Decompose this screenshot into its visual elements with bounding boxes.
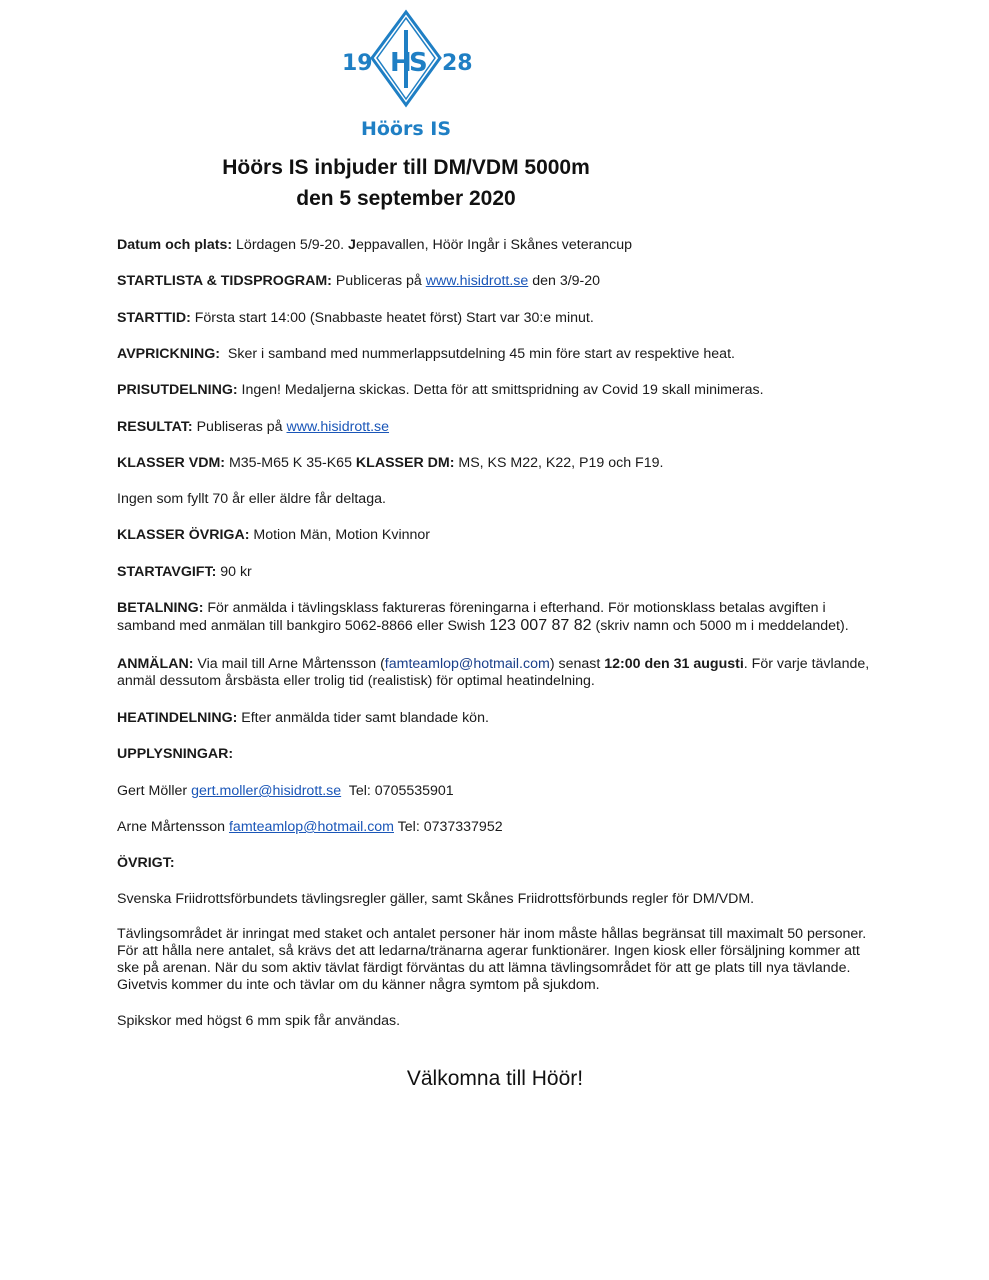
- text-betalning-a: För anmälda i tävlingsklass faktureras föreningarna i efterhand. För motionsklass betalas avgiften i samband med anmälan till bankgiro 5062-8866 eller Swish: [117, 600, 826, 634]
- logo-club-name: Höörs IS: [360, 118, 452, 140]
- text-klasser-vdm: M35-M65 K 35-K65: [225, 455, 356, 471]
- paragraph-regler: Svenska Friidrottsförbundets tävlingsregler gäller, samt Skånes Friidrottsförbunds regler för DM/VDM.: [117, 891, 755, 907]
- contact-arne: [117, 819, 877, 836]
- paragraph-starttid: [117, 310, 877, 327]
- text-ovriga: Motion Män, Motion Kvinnor: [249, 527, 431, 543]
- label-startavgift: STARTAVGIFT:: [117, 564, 217, 580]
- text-startavgift: 90 kr: [216, 564, 252, 580]
- paragraph-anmalan: [117, 656, 877, 690]
- paragraph-ovriga: [117, 527, 877, 544]
- club-logo: [336, 8, 476, 140]
- text-starttid: Första start 14:00 (Snabbaste heatet först) Start var 30:e minut.: [190, 310, 594, 326]
- contact-gert-name: Gert Möller: [117, 783, 192, 799]
- paragraph-upplysningar: [117, 746, 877, 763]
- paragraph-resultat: [117, 419, 877, 436]
- text-heatindelning: Efter anmälda tider samt blandade kön.: [237, 710, 489, 726]
- paragraph-prisutdelning: [117, 382, 877, 399]
- paragraph-heatindelning: [117, 710, 877, 727]
- label-startlista: STARTLISTA & TIDSPROGRAM:: [117, 273, 332, 289]
- logo-year-right: 28: [442, 51, 473, 76]
- label-ovrigt: ÖVRIGT:: [117, 855, 175, 871]
- label-starttid: STARTTID:: [117, 310, 191, 326]
- label-datum: Datum och plats:: [117, 237, 233, 253]
- logo-year-left: 19: [342, 51, 373, 76]
- email-anmalan[interactable]: famteamlop@hotmail.com: [384, 656, 550, 672]
- contact-gert-tel: Tel: 0705535901: [341, 783, 454, 799]
- swish-number: 123 007 87 82: [489, 617, 592, 634]
- text-resultat: Publiseras på: [192, 419, 287, 435]
- paragraph-klasser: [117, 455, 877, 472]
- text-datum-b: J: [348, 237, 356, 253]
- paragraph-avprickning: [117, 346, 877, 363]
- logo-monogram-h: H: [390, 48, 412, 78]
- logo-monogram-s: S: [409, 48, 428, 78]
- text-klasser-dm: MS, KS M22, K22, P19 och F19.: [454, 455, 664, 471]
- label-avprickning: AVPRICKNING:: [117, 346, 220, 362]
- label-klasser-dm: KLASSER DM:: [355, 455, 455, 471]
- document-title: Höörs IS inbjuder till DM/VDM 5000m: [222, 156, 590, 179]
- contact-arne-email[interactable]: famteamlop@hotmail.com: [228, 819, 394, 835]
- link-hisidrott[interactable]: www.hisidrott.se: [425, 273, 529, 289]
- label-heatindelning: HEATINDELNING:: [117, 710, 238, 726]
- label-betalning: BETALNING:: [117, 600, 204, 616]
- text-datum-a: Lördagen 5/9-20.: [232, 237, 349, 253]
- text-anmalan-b: ) senast: [549, 656, 605, 672]
- contact-gert-email[interactable]: gert.moller@hisidrott.se: [191, 783, 342, 799]
- text-datum-c: eppavallen, Höör Ingår i Skånes veterancup: [355, 237, 632, 253]
- paragraph-datum: [117, 237, 877, 254]
- closing-greeting: Välkomna till Höör!: [406, 1067, 584, 1090]
- document-subtitle: den 5 september 2020: [296, 187, 516, 210]
- text-betalning-b: (skriv namn och 5000 m i meddelandet).: [591, 618, 849, 634]
- paragraph-startavgift: [117, 564, 877, 581]
- label-klasser-vdm: KLASSER VDM:: [117, 455, 225, 471]
- label-prisutdelning: PRISUTDELNING:: [117, 382, 238, 398]
- text-startlista-b: den 3/9-20: [528, 273, 601, 289]
- text-avprickning: Sker i samband med nummerlappsutdelning 45 min före start av respektive heat.: [220, 346, 735, 362]
- paragraph-omrade: Tävlingsområdet är inringat med staket och antalet personer här inom måste hållas begränsat till maximalt 50 personer. För att hålla nere antalet, så krävs det att ledarna/tränarna agerar funktionärer. Ingen kiosk eller försäljning kommer att ske på arenan. När du som aktiv tävlat färdigt förväntas du att lämna tävlingsområdet för att ge plats till nya tävlande. Givetvis kommer du inte och tävlar om du känner några symtom på sjukdom.: [117, 926, 867, 993]
- link-resultat[interactable]: www.hisidrott.se: [286, 419, 390, 435]
- paragraph-age-note: Ingen som fyllt 70 år eller äldre får deltaga.: [117, 491, 386, 507]
- text-anmalan-c: . För varje tävlande, anmäl dessutom årsbästa eller trolig tid (realistisk) för optimal heatindelning.: [117, 656, 870, 689]
- text-startlista-a: Publiceras på: [331, 273, 426, 289]
- contact-gert: [117, 783, 877, 800]
- paragraph-spikskor: Spikskor med högst 6 mm spik får användas.: [117, 1013, 401, 1029]
- contact-arne-name: Arne Mårtensson: [117, 819, 229, 835]
- club-logo-graphic: [336, 8, 476, 140]
- text-prisutdelning: Ingen! Medaljerna skickas. Detta för att smittspridning av Covid 19 skall minimeras.: [237, 382, 764, 398]
- text-anmalan-a: Via mail till Arne Mårtensson (: [193, 656, 385, 672]
- paragraph-startlista: [117, 273, 877, 290]
- paragraph-ovrigt: [117, 855, 877, 872]
- label-upplysningar: UPPLYSNINGAR:: [117, 746, 234, 762]
- contact-arne-tel: Tel: 0737337952: [394, 819, 503, 835]
- deadline: 12:00 den 31 augusti: [604, 656, 744, 672]
- label-resultat: RESULTAT:: [117, 419, 193, 435]
- paragraph-betalning: [117, 600, 877, 635]
- label-ovriga: KLASSER ÖVRIGA:: [117, 527, 250, 543]
- label-anmalan: ANMÄLAN:: [117, 656, 194, 672]
